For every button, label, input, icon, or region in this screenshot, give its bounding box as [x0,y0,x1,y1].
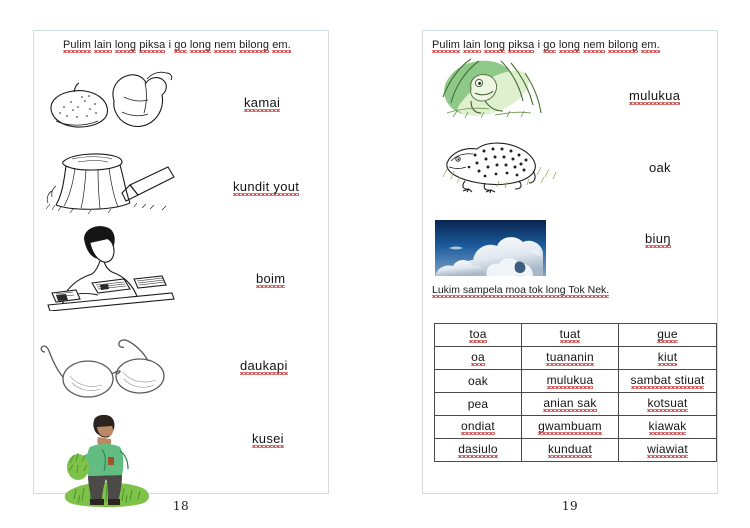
cell-text: oa [471,350,485,364]
instruction-word: Pulim [63,39,92,51]
table-cell [522,324,619,347]
instruction-word: em. [272,39,291,51]
instruction-word: long [483,39,506,51]
instruction-word: Pulim [432,39,461,51]
picture-eyeglasses [40,331,185,401]
page-left [33,30,329,494]
instruction-word: i [537,39,541,51]
instruction-word: bilong [608,39,639,51]
sub-instruction-text: Lukim sampela moa tok long Tok Nek. [432,284,610,296]
instruction-word: nem [583,39,605,51]
table-cell [619,324,717,347]
table-row [435,324,717,347]
word-kamai [244,95,280,112]
table-row [435,370,717,393]
table-cell [522,347,619,370]
word-table [434,323,717,462]
word-kundit-yout [233,179,299,196]
table-cell [522,370,619,393]
instruction-word: long [114,39,137,51]
instruction-word: go [174,39,187,51]
table-cell [522,439,619,462]
instruction-left [63,39,291,53]
word-label: boim [256,271,286,286]
word-label: mulukua [629,88,681,103]
table-cell [619,370,717,393]
cell-text: dasiulo [458,442,498,456]
table-cell [435,416,522,439]
instruction-word: piksa [508,39,535,51]
cell-text: oak [468,374,488,388]
instruction-word: lain [94,39,112,51]
table-cell [435,439,522,462]
cell-text: tuananin [546,350,594,364]
instruction-word: go [543,39,556,51]
picture-man-reading-at-desk [46,221,176,311]
cell-text: toa [469,327,487,341]
table-cell [619,347,717,370]
word-boim [256,271,285,288]
table-row [435,347,717,370]
cell-text: kotsuat [647,396,688,410]
table-row [435,439,717,462]
word-label: kundit yout [233,179,300,194]
table-cell [435,370,522,393]
cell-text: kunduat [547,442,593,456]
instruction-right [432,39,660,53]
table-cell [619,393,717,416]
page-number-left: 18 [172,499,190,513]
table-row [435,393,717,416]
instruction-word: lain [463,39,481,51]
instruction-word: long [189,39,212,51]
cell-text: wiawiat [647,442,688,456]
cell-text: ondiat [461,419,495,433]
table-cell [435,347,522,370]
cell-text: mulukua [546,373,594,387]
page-right [422,30,718,494]
word-label: daukapi [240,358,288,373]
word-label: kusei [252,431,284,446]
instruction-word: i [168,39,172,51]
table-cell [619,416,717,439]
picture-kamai [44,55,179,135]
word-oak [649,160,671,175]
table-cell [522,416,619,439]
cell-text: pea [467,397,489,411]
table-cell [522,393,619,416]
instruction-word: piksa [139,39,166,51]
picture-spotted-toad [441,131,561,193]
table-row [435,416,717,439]
instruction-word: nem [214,39,236,51]
word-daukapi [240,358,288,375]
picture-man-on-grass [64,413,154,509]
instruction-word: bilong [239,39,270,51]
table-cell [435,324,522,347]
cell-text: gwambuam [538,419,602,433]
picture-tree-stump-with-axe [42,141,182,219]
cell-text: tuat [559,327,581,341]
sub-instruction [432,284,609,298]
word-mulukua [629,88,680,105]
word-label: biuŋ [645,231,671,246]
table-cell [435,393,522,416]
cell-text: kiawak [648,419,687,433]
table-cell [619,439,717,462]
cell-text: gue [657,327,678,341]
word-label: kamai [244,95,281,110]
word-biun [645,231,671,248]
word-kusei [252,431,284,448]
page-number-right: 19 [561,499,579,513]
picture-green-frog [441,55,551,123]
cell-text: kiut [657,350,678,364]
cell-text: anian sak [543,396,597,410]
instruction-word: em. [641,39,660,51]
instruction-word: long [558,39,581,51]
word-label: oak [649,160,671,175]
cell-text: sambat stiuat [630,373,705,387]
picture-clouds-photo [435,220,546,276]
